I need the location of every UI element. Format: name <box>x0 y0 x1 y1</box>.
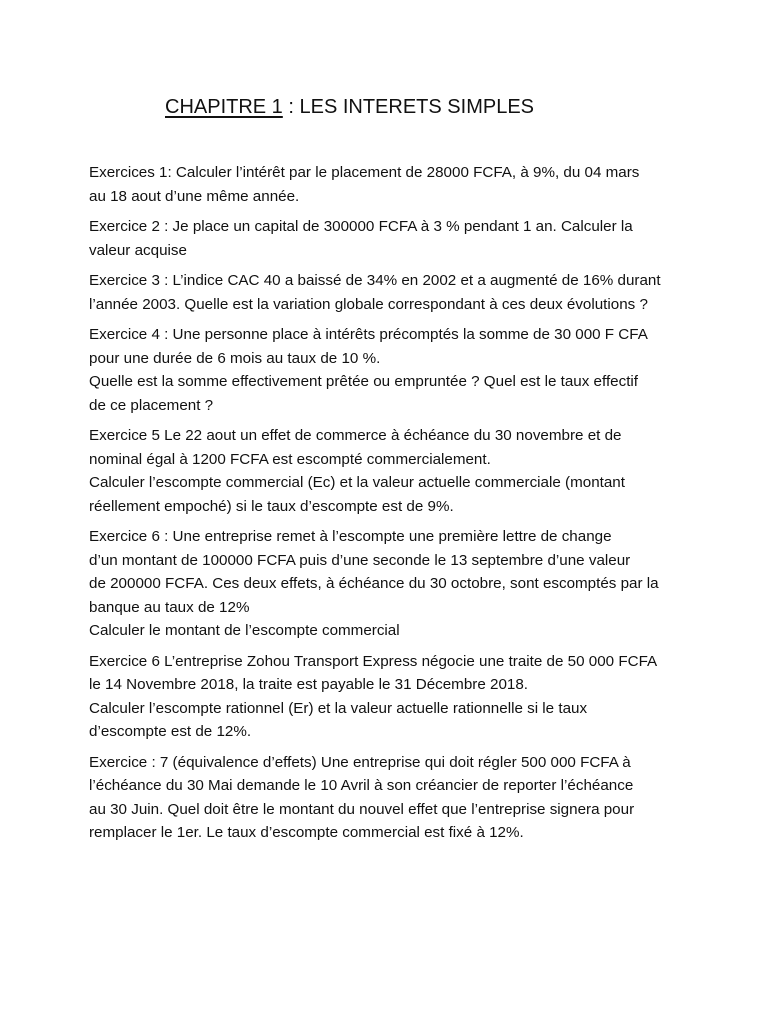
exercise-line: au 18 aout d’une même année. <box>89 187 300 205</box>
chapter-number: CHAPITRE 1 <box>165 96 283 118</box>
exercise-line: Quelle est la somme effectivement prêtée ou empruntée ? Quel est le taux effectif <box>89 373 639 390</box>
exercise-line: nominal égal à 1200 FCFA est escompté commercialement. <box>89 450 491 468</box>
exercise-3 <box>89 269 689 316</box>
exercise-line: Calculer l’escompte commercial (Ec) et la valeur actuelle commerciale (montant <box>89 474 625 491</box>
exercise-line: Exercice 3 : L’indice CAC 40 a baissé de 34% en 2002 et a augmenté de 16% durant <box>89 272 661 289</box>
exercise-6b <box>89 650 689 744</box>
exercise-line: Exercices 1: Calculer l’intérêt par le placement de 28000 FCFA, à 9%, du 04 mars <box>89 164 640 181</box>
exercise-line: réellement empoché) si le taux d’escompte est de 9%. <box>89 497 454 515</box>
exercise-6a <box>89 525 689 643</box>
exercise-line: au 30 Juin. Quel doit être le montant du nouvel effet que l’entreprise signera pour <box>89 800 635 818</box>
exercise-2 <box>89 215 689 262</box>
exercise-line: de ce placement ? <box>89 396 214 414</box>
exercise-line: Exercice 6 : Une entreprise remet à l’escompte une première lettre de change <box>89 528 612 545</box>
exercise-line: d’escompte est de 12%. <box>89 723 252 740</box>
exercise-line: Calculer l’escompte rationnel (Er) et la valeur actuelle rationnelle si le taux <box>89 699 588 717</box>
exercise-1 <box>89 161 689 208</box>
exercise-line: banque au taux de 12% <box>89 598 250 616</box>
exercise-line: Exercice 6 L’entreprise Zohou Transport Express négocie une traite de 50 000 FCFA <box>89 652 658 670</box>
exercise-7 <box>89 751 689 845</box>
title-separator: : <box>282 96 300 118</box>
exercise-line: Exercice : 7 (équivalence d’effets) Une entreprise qui doit régler 500 000 FCFA à <box>89 753 631 771</box>
exercise-line: le 14 Novembre 2018, la traite est payable le 31 Décembre 2018. <box>89 676 529 693</box>
exercise-line: remplacer le 1er. Le taux d’escompte commercial est fixé à 12%. <box>89 824 524 841</box>
exercise-list <box>89 161 689 852</box>
exercise-line: l’échéance du 30 Mai demande le 10 Avril à son créancier de reporter l’échéance <box>89 777 634 794</box>
exercise-line: l’année 2003. Quelle est la variation globale correspondant à ces deux évolutions ? <box>89 295 648 313</box>
exercise-line: Exercice 4 : Une personne place à intérêts précomptés la somme de 30 000 F CFA <box>89 326 648 343</box>
exercise-line: Exercice 5 Le 22 aout un effet de commerce à échéance du 30 novembre et de <box>89 427 622 444</box>
chapter-subject: LES INTERETS SIMPLES <box>299 96 534 118</box>
exercise-line: Exercice 2 : Je place un capital de 300000 FCFA à 3 % pendant 1 an. Calculer la <box>89 218 633 235</box>
exercise-4 <box>89 323 689 417</box>
exercise-line: valeur acquise <box>89 241 187 259</box>
exercise-line: pour une durée de 6 mois au taux de 10 %. <box>89 349 381 367</box>
page-title <box>165 94 534 120</box>
exercise-line: d’un montant de 100000 FCFA puis d’une seconde le 13 septembre d’une valeur <box>89 551 631 569</box>
exercise-line: de 200000 FCFA. Ces deux effets, à échéance du 30 octobre, sont escomptés par la <box>89 575 659 592</box>
exercise-5 <box>89 424 689 518</box>
exercise-line: Calculer le montant de l’escompte commercial <box>89 622 400 639</box>
